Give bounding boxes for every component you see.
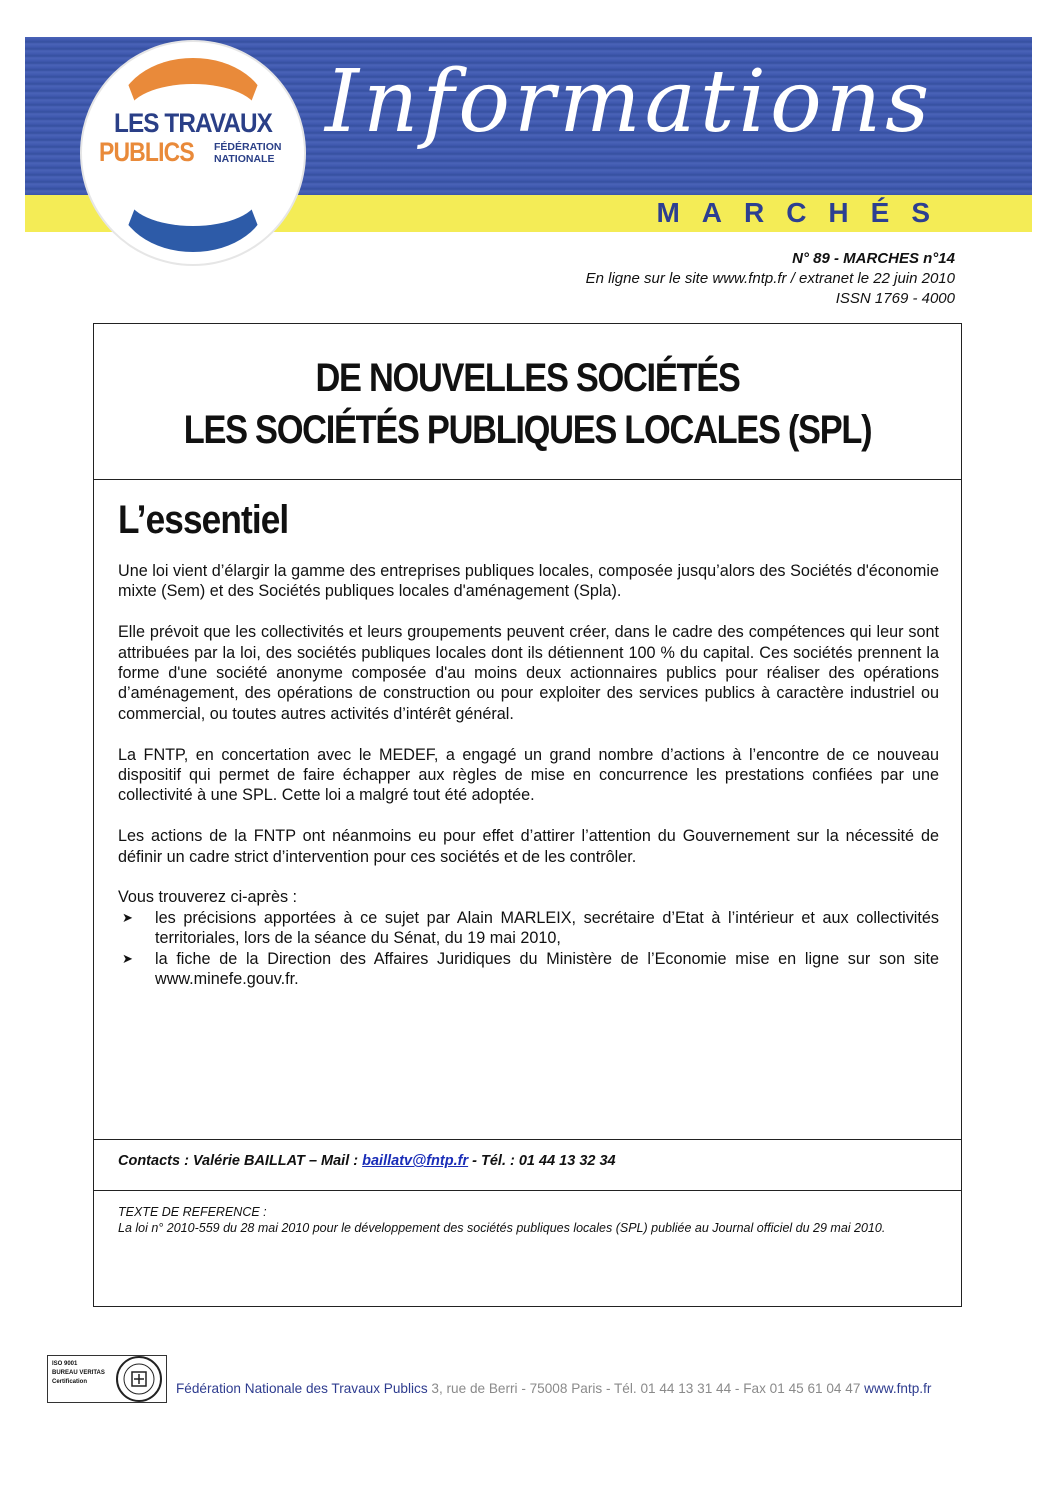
logo-federation: FÉDÉRATION <box>214 141 282 153</box>
contacts-line <box>118 1153 616 1169</box>
list-item-text: les précisions apportées à ce sujet par Alain MARLEIX, secrétaire d’Etat à l’intérieur et aux collectivités territoriales, lors de la séance du Sénat, du 19 mai 2010, <box>155 908 939 948</box>
title-line1: DE NOUVELLES SOCIÉTÉS <box>315 356 740 400</box>
fntp-logo <box>82 42 304 264</box>
title-line2: LES SOCIÉTÉS PUBLIQUES LOCALES (SPL) <box>183 408 872 452</box>
document-title <box>155 352 901 456</box>
cert-iso: ISO 9001 <box>52 1361 78 1367</box>
issue-info <box>586 249 955 309</box>
cert-label: Certification <box>52 1379 88 1385</box>
footer-org: Fédération Nationale des Travaux Publics <box>176 1381 428 1396</box>
paragraph: La FNTP, en concertation avec le MEDEF, a engagé un grand nombre d’actions à l’encontre de ce nouveau dispositif qui permet de faire échapper aux règles de mise en concurrence les prestations confiées par une collectivité à une SPL. Cette loi a malgré tout été adoptée. <box>118 745 939 805</box>
bureau-veritas-seal-icon <box>114 1354 164 1404</box>
logo-text-line3 <box>214 141 294 165</box>
logo-text-line2: PUBLICS <box>99 137 194 167</box>
certification-badge <box>47 1355 167 1403</box>
paragraph: Les actions de la FNTP ont néanmoins eu pour effet d’attirer l’attention du Gouvernement sur la nécessité de définir un cadre strict d’intervention pour ces sociétés et de les contrôler. <box>118 827 939 866</box>
arrow-bullet-icon: ➤ <box>122 950 133 966</box>
divider-contacts-top <box>94 1139 961 1140</box>
reference-block <box>118 1204 948 1236</box>
reference-label: TEXTE DE REFERENCE : <box>118 1205 267 1219</box>
paragraph: Elle prévoit que les collectivités et leurs groupements peuvent créer, dans le cadre des compétences qui leur sont attribuées par la loi, des sociétés publiques locales dont ils détiennent 100 % du capital. Ces sociétés prennent la forme d'une société anonyme composée d'au moins deux actionnaires publics pour réaliser des opérations d’aménagement, des opérations de construction ou pour exploiter des services publics à caractère industriel ou commercial, ou toutes autres activités d’intérêt général. <box>118 623 939 723</box>
issue-issn: ISSN 1769 - 4000 <box>835 290 955 307</box>
content-frame <box>93 323 962 1307</box>
logo-nationale: NATIONALE <box>214 153 275 165</box>
paragraph: Une loi vient d’élargir la gamme des entreprises publiques locales, composée jusqu’alors des Sociétés d'économie mixte (Sem) et des Sociétés publiques locales d'aménagement (Spla). <box>118 562 939 601</box>
contact-email-link[interactable]: baillatv@fntp.fr <box>362 1153 469 1169</box>
footer-address <box>176 1381 931 1396</box>
logo-text-line1: LES TRAVAUX <box>114 108 272 138</box>
divider-contacts-bottom <box>94 1190 961 1191</box>
bullet-list <box>118 908 939 990</box>
reference-text: La loi n° 2010-559 du 28 mai 2010 pour le développement des sociétés publiques locales (SPL) publiée au Journal officiel du 29 mai 2010. <box>118 1221 886 1235</box>
list-item <box>118 908 939 949</box>
contacts-prefix: Contacts : Valérie BAILLAT – Mail : <box>118 1153 363 1169</box>
footer-contact: 3, rue de Berri - 75008 Paris - Tél. 01 44 13 31 44 - Fax 01 45 61 04 47 <box>427 1381 865 1396</box>
footer-website: www.fntp.fr <box>864 1381 932 1396</box>
essentiel-body <box>118 561 939 989</box>
issue-online: En ligne sur le site www.fntp.fr / extranet le 22 juin 2010 <box>585 270 955 287</box>
banner-subtitle: MARCHÉS <box>656 197 952 228</box>
list-item <box>118 949 939 990</box>
issue-number: N° 89 - MARCHES n°14 <box>792 250 955 267</box>
list-intro: Vous trouverez ci-après : <box>118 888 298 907</box>
banner-title: Informations <box>325 52 934 152</box>
divider-title <box>94 479 961 480</box>
section-heading: L’essentiel <box>118 498 289 542</box>
contacts-phone: - Tél. : 01 44 13 32 34 <box>468 1153 616 1169</box>
cert-bv: BUREAU VERITAS <box>52 1370 105 1376</box>
cert-text <box>52 1360 105 1387</box>
list-item-text: la fiche de la Direction des Affaires Juridiques du Ministère de l’Economie mise en ligne sur son site www.minefe.gouv.fr. <box>155 949 939 989</box>
arrow-bullet-icon: ➤ <box>122 909 133 925</box>
